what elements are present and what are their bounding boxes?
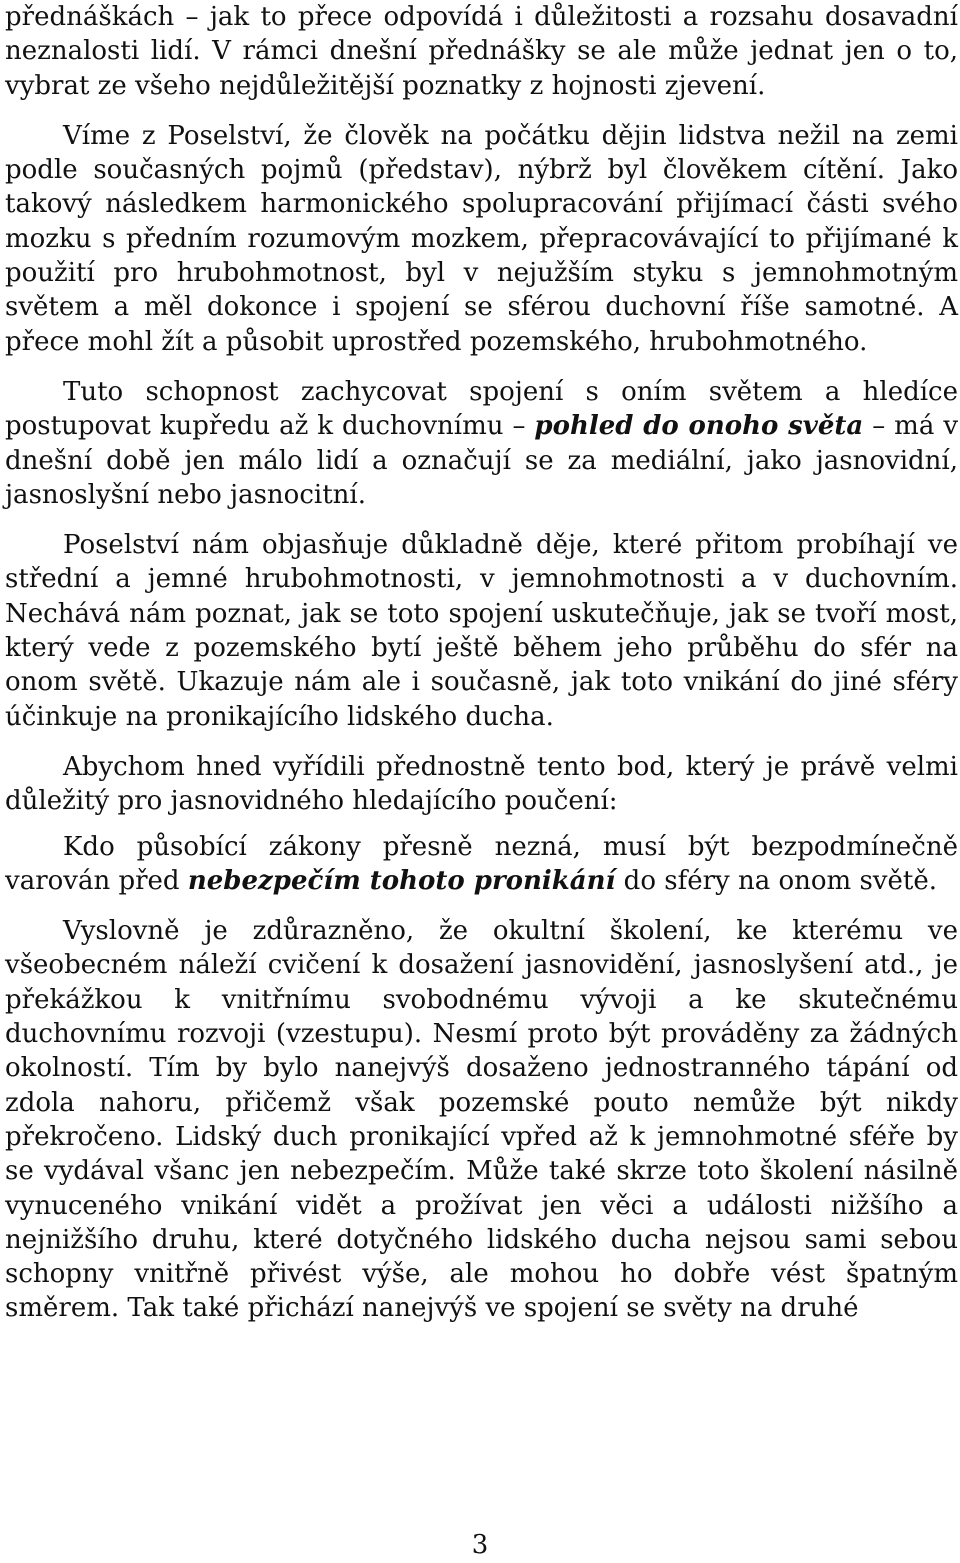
paragraph-p1 [5, 0, 958, 103]
paragraph-text: do sféry na onom světě. [615, 865, 937, 896]
paragraph-text: Poselství nám objasňuje důkladně děje, které přitom probíhají ve střední a jemné hrubohmotnosti, v jemnohmotnosti a v duchovním. Nechává nám poznat, jak se toto spojení uskutečňuje, jak se tvoří most, který vede z pozemského bytí ještě během jeho průběhu do sfér na onom světě. Ukazuje nám ale i současně, jak toto vnikání do jiné sféry účinkuje na pronikajícího lidského ducha. [5, 530, 958, 732]
document-page [5, 0, 958, 1342]
page-number: 3 [471, 1530, 489, 1560]
paragraph-text: Vyslovně je zdůrazněno, že okultní školení, ke kterému ve všeobecném náleží cvičení k dosažení jasnovidění, jasnoslyšení atd., je překážkou k vnitřnímu svobodnému vývoji a ke skutečnému duchovnímu rozvoji (vzestupu). Nesmí proto být prováděny za žádných okolností. Tím by bylo nanejvýš dosaženo jednostranného tápání od zdola nahoru, přičemž však pozemské pouto nemůže být nikdy překročeno. Lidský duch pronikající vpřed až k jemnohmotné sféře by se vydával všanc jen nebezpečím. Může také skrze toto školení násilně vynuceného vnikání vidět a prožívat jen věci a události nižšího a nejnižšího druhu, které dotyčného lidského ducha nejsou sami sebou schopny vnitřně přivést výše, ale mohou ho dobře vést špatným směrem. Tak také přichází nanejvýš ve spojení se světy na druhé [5, 916, 958, 1324]
paragraph-p2 [5, 119, 958, 359]
emphasized-text: nebezpečím tohoto pronikání [187, 865, 616, 896]
paragraph-p7 [5, 914, 958, 1326]
paragraph-p3 [5, 375, 958, 512]
paragraph-text: Tuto schopnost zachycovat spojení s oním světem a hledíce postupovat kupředu až k duchovnímu – [5, 376, 958, 442]
paragraph-p5 [5, 750, 958, 819]
paragraph-text: přednáškách – jak to přece odpovídá i důležitosti a rozsahu dosavadní neznalosti lidí. V rámci dnešní přednášky se ale může jednat jen o to, vybrat ze všeho nejdůležitější poznatky z hojnosti zjevení. [5, 2, 958, 101]
paragraph-text: – má v dnešní době jen málo lidí a označují se za mediální, jako jasnovidní, jasnoslyšní nebo jasnocitní. [5, 411, 959, 510]
paragraph-p4 [5, 528, 958, 734]
paragraph-p6 [5, 830, 958, 899]
paragraph-text: Abychom hned vyřídili přednostně tento bod, který je právě velmi důležitý pro jasnovidného hledajícího poučení: [5, 751, 958, 817]
emphasized-text: pohled do onoho světa [534, 411, 864, 442]
paragraph-text: Kdo působící zákony přesně nezná, musí být bezpodmínečně varován před [5, 831, 958, 896]
paragraph-text: Víme z Poselství, že člověk na počátku dějin lidstva nežil na zemi podle současných pojmů (představ), nýbrž byl člověkem cítění. Jako takový následkem harmonického spolupracování přijímací části svého mozku s předním rozumovým mozkem, přepracovávající to přijímané k použití pro hrubohmotnost, byl v nejužším styku s jemnohmotným světem a měl dokonce i spojení se sférou duchovní říše samotné. A přece mohl žít a působit uprostřed pozemského, hrubohmotného. [5, 120, 958, 357]
